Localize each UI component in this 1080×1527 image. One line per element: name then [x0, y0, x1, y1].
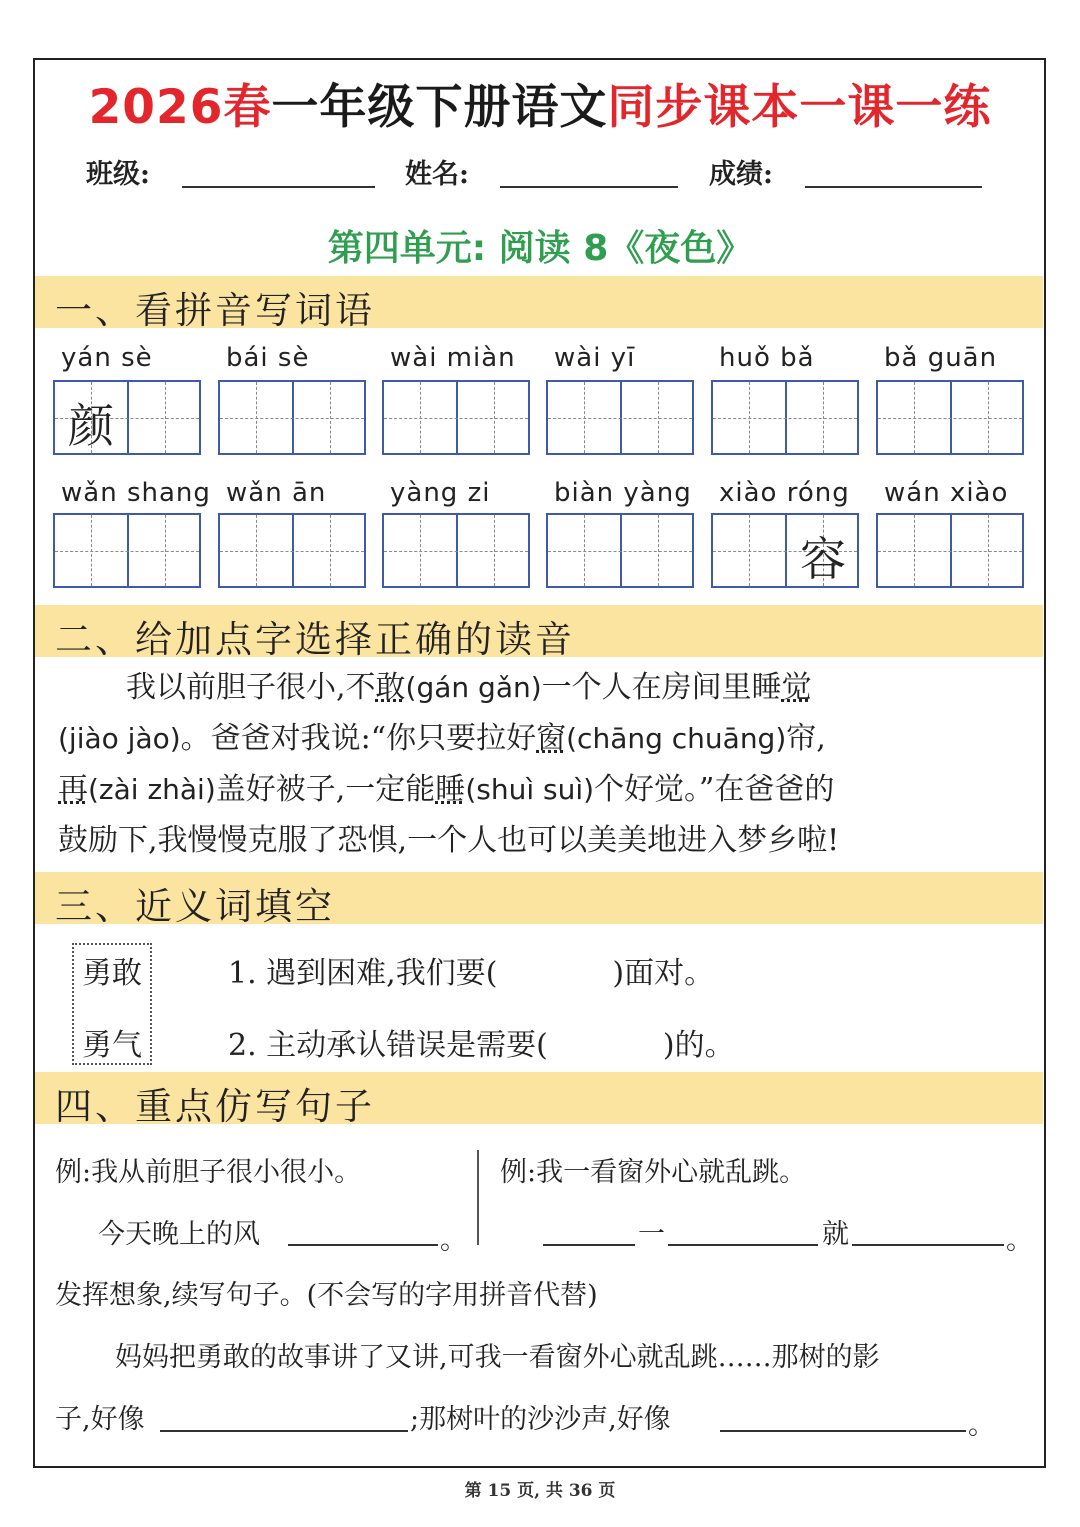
writing-grid-box[interactable]	[382, 513, 530, 588]
example-1-prompt: 今天晚上的风	[98, 1219, 260, 1250]
pinyin-label: bǎ guān	[884, 343, 998, 373]
grid-guide	[55, 551, 199, 552]
title-end: 同步课本一课一练	[607, 80, 992, 135]
example-1: 例:我从前胆子很小很小。	[55, 1157, 362, 1188]
example-2-blank-2[interactable]	[668, 1244, 818, 1246]
writing-grid-box[interactable]	[218, 513, 366, 588]
period: 。	[1006, 1225, 1033, 1256]
writing-grid-box[interactable]	[876, 380, 1024, 455]
grid-char: 容	[800, 532, 846, 586]
class-field[interactable]	[182, 186, 375, 188]
grid-guide	[220, 551, 364, 552]
pinyin-label: yàng zi	[390, 478, 491, 508]
divider	[477, 1150, 479, 1245]
pinyin-choice[interactable]: (shuì suì)	[465, 773, 595, 806]
passage-line-2: (jiào jào)。爸爸对我说:“你只要拉好窗(chāng chuāng)帘,	[58, 721, 826, 756]
period: 。	[440, 1225, 467, 1256]
section2-title: 二、给加点字选择正确的读音	[55, 618, 575, 661]
pinyin-choice[interactable]: (zài zhài)	[88, 773, 216, 806]
pinyin-choice[interactable]: (chāng chuāng)	[566, 722, 787, 755]
synonym-word-1: 勇敢	[82, 956, 142, 991]
example-2-blank-1[interactable]	[543, 1244, 635, 1246]
dotted-char: 再	[58, 772, 88, 807]
example-2-blank-3[interactable]	[852, 1244, 1004, 1246]
grid-char: 颜	[68, 399, 114, 453]
score-label: 成绩:	[709, 159, 773, 190]
writing-grid-box[interactable]	[711, 513, 859, 588]
title-year: 2026春	[88, 80, 272, 135]
pinyin-label: wǎn shang	[61, 478, 211, 508]
page-footer: 第 15 页, 共 36 页	[464, 1481, 616, 1501]
score-field[interactable]	[805, 186, 982, 188]
section4-title: 四、重点仿写句子	[55, 1085, 375, 1128]
pinyin-label: wài yī	[554, 343, 636, 373]
grid-guide	[384, 551, 528, 552]
dotted-char: 觉	[781, 670, 812, 705]
writing-grid-box[interactable]	[53, 513, 201, 588]
passage-line-1: 我以前胆子很小,不敢(gán gǎn)一个人在房间里睡觉	[126, 670, 812, 705]
writing-grid-box[interactable]	[382, 380, 530, 455]
writing-grid-box[interactable]	[546, 513, 694, 588]
instruction: 发挥想象,续写句子。(不会写的字用拼音代替)	[55, 1280, 598, 1311]
grid-guide	[713, 418, 857, 419]
grid-guide	[878, 418, 1022, 419]
pinyin-choice[interactable]: (gán gǎn)	[405, 671, 542, 704]
period: 。	[968, 1410, 995, 1441]
example-2-jiu: 就	[822, 1219, 849, 1250]
passage-line-4: 鼓励下,我慢慢克服了恐惧,一个人也可以美美地进入梦乡啦!	[58, 823, 840, 858]
pinyin-label: huǒ bǎ	[719, 343, 815, 373]
writing-grid-box[interactable]	[218, 380, 366, 455]
story-line-1: 妈妈把勇敢的故事讲了又讲,可我一看窗外心就乱跳……那树的影	[115, 1342, 880, 1373]
dotted-char: 窗	[536, 721, 567, 756]
page-title	[0, 70, 1080, 137]
story-line-2-start: 子,好像	[55, 1404, 145, 1435]
question-1: 1. 遇到困难,我们要( )面对。	[228, 956, 715, 991]
story-blank-2[interactable]	[720, 1430, 966, 1432]
passage-line-3: 再(zài zhài)盖好被子,一定能睡(shuì suì)个好觉。”在爸爸的	[58, 772, 835, 807]
grid-guide	[548, 418, 692, 419]
unit-title: 第四单元: 阅读 8《夜色》	[327, 228, 753, 269]
dotted-char: 睡	[435, 772, 466, 807]
question-2: 2. 主动承认错误是需要( )的。	[228, 1028, 735, 1063]
pinyin-label: wán xiào	[884, 478, 1009, 508]
synonym-word-2: 勇气	[82, 1028, 142, 1063]
grid-guide	[220, 418, 364, 419]
title-mid: 一年级下册语文	[271, 80, 608, 135]
story-blank-1[interactable]	[160, 1430, 408, 1432]
writing-grid-box[interactable]	[546, 380, 694, 455]
section1-title: 一、看拼音写词语	[55, 289, 375, 332]
pinyin-label: wǎn ān	[226, 478, 327, 508]
grid-guide	[548, 551, 692, 552]
grid-guide	[878, 551, 1022, 552]
grid-guide	[384, 418, 528, 419]
writing-grid-box[interactable]	[711, 380, 859, 455]
story-line-2-mid: ;那树叶的沙沙声,好像	[410, 1404, 671, 1435]
pinyin-label: wài miàn	[390, 343, 516, 373]
example-1-blank[interactable]	[288, 1244, 438, 1246]
writing-grid-box[interactable]	[53, 380, 201, 455]
pinyin-label: xiào róng	[719, 478, 850, 508]
pinyin-label: biàn yàng	[554, 478, 692, 508]
name-label: 姓名:	[405, 159, 469, 190]
writing-grid-box[interactable]	[876, 513, 1024, 588]
section3-title: 三、近义词填空	[55, 885, 335, 928]
dotted-char: 敢	[375, 670, 406, 705]
class-label: 班级:	[86, 159, 150, 190]
pinyin-label: yán sè	[61, 343, 153, 373]
name-field[interactable]	[500, 186, 678, 188]
pinyin-choice[interactable]: (jiào jào)	[58, 722, 181, 755]
example-2-yi: 一	[638, 1219, 665, 1250]
pinyin-label: bái sè	[226, 343, 310, 373]
example-2: 例:我一看窗外心就乱跳。	[500, 1157, 807, 1188]
